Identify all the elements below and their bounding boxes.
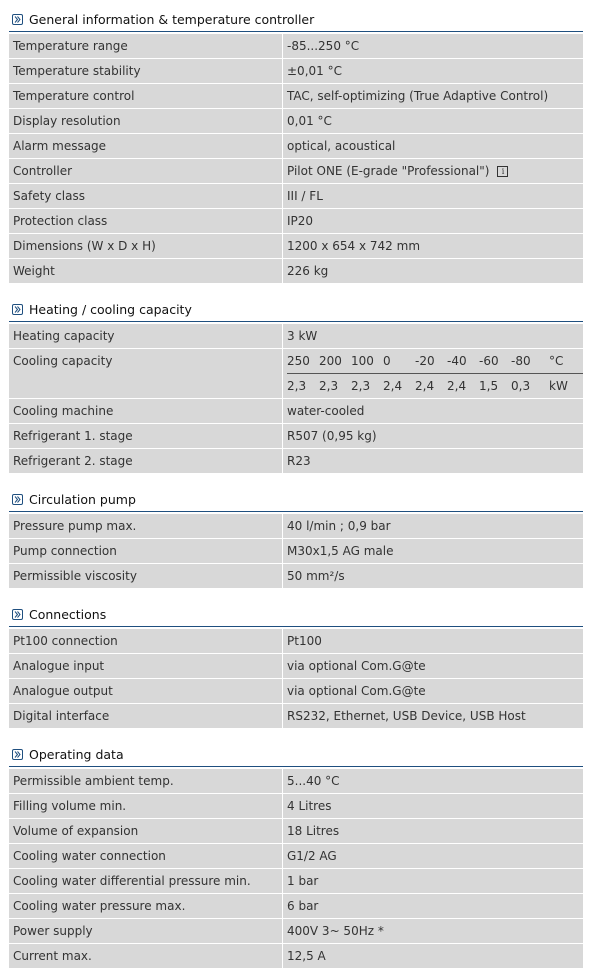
spec-value-text: 4 Litres: [287, 799, 332, 813]
spec-value-text: optical, acoustical: [287, 139, 396, 153]
spec-row-cooling-water-connection: [9, 843, 583, 868]
spec-label: Current max.: [9, 944, 282, 968]
spec-row-cooling-water-differential-pressure-min: [9, 868, 583, 893]
cooling-capacity-cell: 1,5: [479, 378, 499, 393]
spec-value-text: R507 (0,95 kg): [287, 429, 377, 443]
spec-value: [283, 679, 583, 703]
spec-label: Safety class: [9, 184, 282, 208]
spec-row-refrigerant-2-stage: [9, 448, 583, 473]
cooling-capacity-cell: 2,4: [415, 378, 435, 393]
spec-row-analogue-output: [9, 678, 583, 703]
cooling-temp-cell: 200: [319, 354, 342, 368]
spec-label: Permissible ambient temp.: [9, 769, 282, 793]
spec-value-text: 1200 x 654 x 742 mm: [287, 239, 421, 253]
spec-value-text: 12,5 A: [287, 949, 326, 963]
spec-row-protection-class: [9, 208, 583, 233]
spec-label: Pump connection: [9, 539, 282, 563]
spec-label: Pt100 connection: [9, 629, 282, 653]
cooling-temp-cell: 0: [383, 354, 391, 368]
spec-label: Volume of expansion: [9, 819, 282, 843]
chevron-right-icon: [12, 14, 23, 25]
spec-label: Display resolution: [9, 109, 282, 133]
spec-value: [283, 109, 583, 133]
spec-row-weight: [9, 258, 583, 283]
section-gap: [9, 728, 583, 742]
spec-value-text: RS232, Ethernet, USB Device, USB Host: [287, 709, 526, 723]
spec-value-text: IP20: [287, 214, 314, 228]
spec-value: [283, 134, 583, 158]
cooling-temp-unit: °C: [549, 354, 564, 368]
spec-row-current-max: [9, 943, 583, 968]
section-title: Operating data: [29, 746, 124, 762]
cooling-temp-cell: 100: [351, 354, 374, 368]
spec-label: Cooling capacity: [9, 349, 282, 398]
spec-value: [283, 894, 583, 918]
spec-value-text: 3 kW: [287, 329, 318, 343]
spec-label: Temperature stability: [9, 59, 282, 83]
spec-value: [283, 654, 583, 678]
spec-value: [283, 794, 583, 818]
cooling-temps-row: [287, 350, 583, 374]
spec-value: [283, 769, 583, 793]
spec-value: [283, 449, 583, 473]
spec-row-safety-class: [9, 183, 583, 208]
spec-row-alarm-message: [9, 133, 583, 158]
spec-label: Cooling water pressure max.: [9, 894, 282, 918]
section-header-heating-cooling-capacity[interactable]: [9, 297, 583, 322]
spec-row-refrigerant-1-stage: [9, 423, 583, 448]
spec-value-text: Pt100: [287, 634, 322, 648]
spec-label: Pressure pump max.: [9, 514, 282, 538]
spec-row-power-supply: [9, 918, 583, 943]
spec-value: [283, 539, 583, 563]
spec-row-controller: [9, 158, 583, 183]
spec-label: Protection class: [9, 209, 282, 233]
section-header-connections[interactable]: [9, 602, 583, 627]
spec-value-text: via optional Com.G@te: [287, 659, 426, 673]
spec-value: [283, 424, 583, 448]
cooling-temp-cell: -80: [511, 354, 531, 368]
spec-value: [283, 349, 583, 398]
chevron-right-icon: [12, 749, 23, 760]
spec-value-text: 400V 3~ 50Hz *: [287, 924, 384, 938]
spec-label: Analogue input: [9, 654, 282, 678]
spec-value: [283, 59, 583, 83]
chevron-right-icon: [12, 609, 23, 620]
spec-row-pump-connection: [9, 538, 583, 563]
spec-value: [283, 209, 583, 233]
section-title: Heating / cooling capacity: [29, 301, 192, 317]
section-header-circulation-pump[interactable]: [9, 487, 583, 512]
section-gap: [9, 283, 583, 297]
spec-row-temperature-range: [9, 33, 583, 58]
spec-row-pressure-pump-max: [9, 513, 583, 538]
section-title: Connections: [29, 606, 107, 622]
spec-value: [283, 629, 583, 653]
spec-value-text: 0,01 °C: [287, 114, 332, 128]
spec-value-text: III / FL: [287, 189, 323, 203]
spec-label: Power supply: [9, 919, 282, 943]
section-header-operating-data[interactable]: [9, 742, 583, 767]
spec-label: Refrigerant 1. stage: [9, 424, 282, 448]
section-gap: [9, 473, 583, 487]
spec-label: Temperature range: [9, 34, 282, 58]
spec-row-permissible-viscosity: [9, 563, 583, 588]
spec-label: Cooling water differential pressure min.: [9, 869, 282, 893]
spec-value: [283, 514, 583, 538]
spec-row-volume-of-expansion: [9, 818, 583, 843]
spec-value: [283, 844, 583, 868]
cooling-capacity-cell: 2,4: [447, 378, 467, 393]
spec-label: Cooling water connection: [9, 844, 282, 868]
section-gap: [9, 588, 583, 602]
spec-label: Temperature control: [9, 84, 282, 108]
cooling-temp-cell: 250: [287, 354, 310, 368]
spec-row-cooling-machine: [9, 398, 583, 423]
spec-value: [283, 159, 583, 183]
spec-value-text: 6 bar: [287, 899, 319, 913]
spec-value: [283, 34, 583, 58]
spec-value-text: 40 l/min ; 0,9 bar: [287, 519, 391, 533]
spec-row-cooling-capacity: [9, 348, 583, 398]
spec-value: [283, 84, 583, 108]
spec-value-text: G1/2 AG: [287, 849, 337, 863]
spec-value: [283, 704, 583, 728]
spec-value-text: TAC, self-optimizing (True Adaptive Control): [287, 89, 549, 103]
spec-label: Filling volume min.: [9, 794, 282, 818]
cooling-capacity-cell: 2,3: [319, 378, 339, 393]
spec-row-temperature-stability: [9, 58, 583, 83]
spec-value-text: 18 Litres: [287, 824, 340, 838]
spec-value-text: R23: [287, 454, 311, 468]
spec-value: [283, 324, 583, 348]
cooling-temp-cell: -20: [415, 354, 435, 368]
cooling-capacities-row: [287, 374, 583, 398]
spec-value-text: 226 kg: [287, 264, 329, 278]
spec-value-text: Pilot ONE (E-grade "Professional"): [287, 164, 490, 178]
spec-value: [283, 399, 583, 423]
spec-value: [283, 819, 583, 843]
cooling-capacity-cell: 2,4: [383, 378, 403, 393]
section-title: General information & temperature controller: [29, 11, 315, 27]
spec-row-heating-capacity: [9, 323, 583, 348]
spec-row-display-resolution: [9, 108, 583, 133]
spec-value-text: -85...250 °C: [287, 39, 360, 53]
cooling-temp-cell: -40: [447, 354, 467, 368]
spec-value-text: 1 bar: [287, 874, 319, 888]
cooling-capacity-cell: 0,3: [511, 378, 531, 393]
spec-value: [283, 564, 583, 588]
spec-row-filling-volume-min: [9, 793, 583, 818]
spec-label: Controller: [9, 159, 282, 183]
spec-value: [283, 259, 583, 283]
spec-value: [283, 944, 583, 968]
spec-value-text: water-cooled: [287, 404, 365, 418]
info-icon[interactable]: i: [497, 166, 508, 177]
cooling-capacity-table: [287, 350, 583, 398]
spec-label: Dimensions (W x D x H): [9, 234, 282, 258]
spec-row-cooling-water-pressure-max: [9, 893, 583, 918]
spec-value: [283, 919, 583, 943]
spec-value: [283, 234, 583, 258]
spec-label: Digital interface: [9, 704, 282, 728]
spec-label: Alarm message: [9, 134, 282, 158]
spec-label: Heating capacity: [9, 324, 282, 348]
spec-value-text: ±0,01 °C: [287, 64, 342, 78]
chevron-right-icon: [12, 304, 23, 315]
spec-value-text: 50 mm²/s: [287, 569, 345, 583]
spec-value-text: 5...40 °C: [287, 774, 340, 788]
chevron-right-icon: [12, 494, 23, 505]
spec-row-permissible-ambient-temp: [9, 768, 583, 793]
spec-value-text: via optional Com.G@te: [287, 684, 426, 698]
spec-label: Permissible viscosity: [9, 564, 282, 588]
section-header-general-information-temperature-controller[interactable]: [9, 7, 583, 32]
spec-row-temperature-control: [9, 83, 583, 108]
cooling-capacity-unit: kW: [549, 378, 568, 393]
spec-label: Analogue output: [9, 679, 282, 703]
spec-label: Weight: [9, 259, 282, 283]
cooling-temp-cell: -60: [479, 354, 499, 368]
cooling-capacity-cell: 2,3: [351, 378, 371, 393]
spec-row-digital-interface: [9, 703, 583, 728]
spec-label: Cooling machine: [9, 399, 282, 423]
spec-row-dimensions-w-x-d-x-h: [9, 233, 583, 258]
spec-value-text: M30x1,5 AG male: [287, 544, 394, 558]
section-title: Circulation pump: [29, 491, 136, 507]
spec-label: Refrigerant 2. stage: [9, 449, 282, 473]
cooling-capacity-cell: 2,3: [287, 378, 307, 393]
spec-value: [283, 184, 583, 208]
spec-row-pt100-connection: [9, 628, 583, 653]
spec-value: [283, 869, 583, 893]
spec-row-analogue-input: [9, 653, 583, 678]
spec-sheet: [9, 7, 583, 968]
